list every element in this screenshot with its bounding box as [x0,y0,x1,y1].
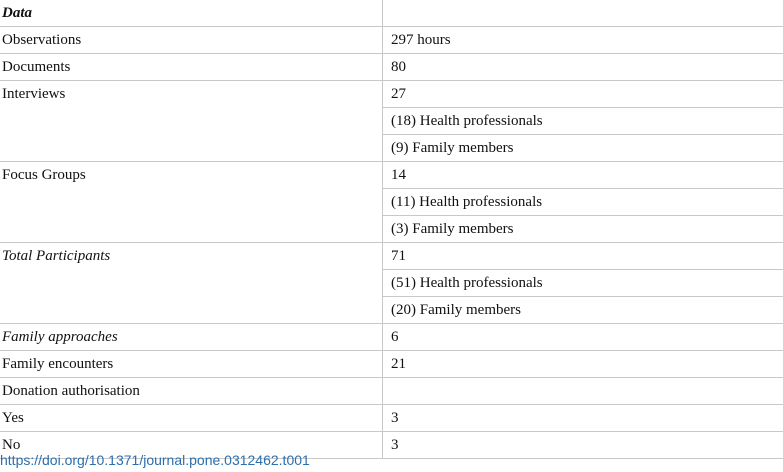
table-row [0,27,783,54]
row-label: Observations [0,27,383,54]
row-subvalue: (11) Health professionals [383,189,783,216]
row-value: 3 [391,437,399,453]
row-subvalue: (20) Family members [383,297,783,324]
table-row [0,81,783,108]
row-value: 80 [391,59,406,75]
table-row [0,243,783,270]
row-label: Yes [0,405,383,432]
row-value: 21 [391,356,406,372]
row-label: Total Participants [0,243,383,324]
row-subvalue: (18) Health professionals [383,108,783,135]
table-row [0,378,783,405]
row-value: 297 hours [391,32,451,48]
header-value [383,0,783,27]
table-row [0,351,783,378]
row-value: 71 [391,248,406,264]
row-value: 14 [391,167,406,183]
row-label: No [0,432,383,459]
row-label: Interviews [0,81,383,162]
row-value [383,378,783,405]
row-value: 27 [391,86,406,102]
row-value: 6 [391,329,399,345]
header-label: Data [0,0,383,27]
table-row [0,162,783,189]
row-subvalue: (9) Family members [383,135,783,162]
row-value: 3 [391,410,399,426]
doi-link[interactable]: https://doi.org/10.1371/journal.pone.0312462.t001 [0,452,310,468]
table-row [0,54,783,81]
table-row [0,405,783,432]
table-row [0,324,783,351]
row-subvalue: (51) Health professionals [383,270,783,297]
row-subvalue: (3) Family members [383,216,783,243]
row-label: Documents [0,54,383,81]
row-label: Donation authorisation [0,378,383,405]
row-label: Focus Groups [0,162,383,243]
table-header-row [0,0,783,27]
row-label: Family approaches [0,324,383,351]
row-label: Family encounters [0,351,383,378]
